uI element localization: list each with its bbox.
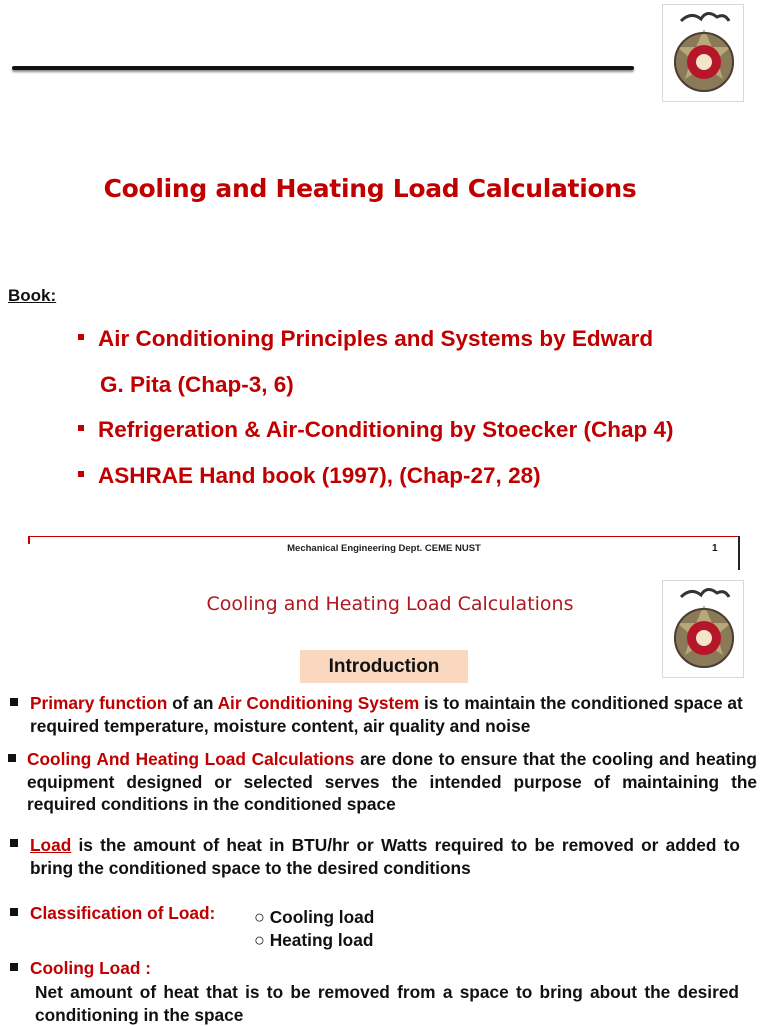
square-bullet-icon xyxy=(78,334,84,340)
book-item-2: Refrigeration & Air-Conditioning by Stoecker (Chap 4) xyxy=(78,407,673,453)
section-heading: Introduction xyxy=(300,650,468,683)
square-bullet-icon xyxy=(78,471,84,477)
book-label: Book: xyxy=(8,286,57,305)
square-bullet-icon xyxy=(10,698,18,706)
book-item-3: ASHRAE Hand book (1997), (Chap-27, 28) xyxy=(78,453,541,499)
square-bullet-icon xyxy=(10,839,18,847)
slide-title: Cooling and Heating Load Calculations xyxy=(103,174,637,203)
paragraph-primary-function: Primary function of an Air Conditioning System is to maintain the conditioned space at required temperature, moisture content, air quality and noise xyxy=(30,693,743,736)
footer-rule xyxy=(28,536,740,537)
classification-item-cooling: ○ Cooling load xyxy=(254,907,375,927)
classification-label: Classification of Load: xyxy=(30,903,216,923)
square-bullet-icon xyxy=(78,425,84,431)
cooling-load-label: Cooling Load : xyxy=(30,958,151,978)
paragraph-load-definition: Load is the amount of heat in BTU/hr or Watts required to be removed or added to bring the conditioned space to the desired conditions xyxy=(30,835,740,878)
square-bullet-icon xyxy=(10,963,18,971)
cooling-load-definition: Net amount of heat that is to be removed from a space to bring about the desired conditioning in the space xyxy=(35,982,739,1025)
footer-text: Mechanical Engineering Dept. CEME NUST xyxy=(287,543,481,554)
page-number: 1 xyxy=(712,543,718,554)
square-bullet-icon xyxy=(8,754,16,762)
paragraph-load-calculations: Cooling And Heating Load Calculations are done to ensure that the cooling and heating equipment designed or selected serves the intended purpose of maintaining the required conditions in the conditioned space xyxy=(27,749,757,814)
header-rule xyxy=(12,66,634,70)
square-bullet-icon xyxy=(10,908,18,916)
book-item-1-cont: G. Pita (Chap-3, 6) xyxy=(100,372,294,397)
slide-title: Cooling and Heating Load Calculations xyxy=(206,593,574,615)
emblem-logo-icon xyxy=(662,4,744,102)
circle-bullet-icon: ○ xyxy=(254,907,265,927)
book-item-1: Air Conditioning Principles and Systems by Edward xyxy=(78,316,653,362)
classification-item-heating: ○ Heating load xyxy=(254,930,374,950)
circle-bullet-icon: ○ xyxy=(254,930,265,950)
